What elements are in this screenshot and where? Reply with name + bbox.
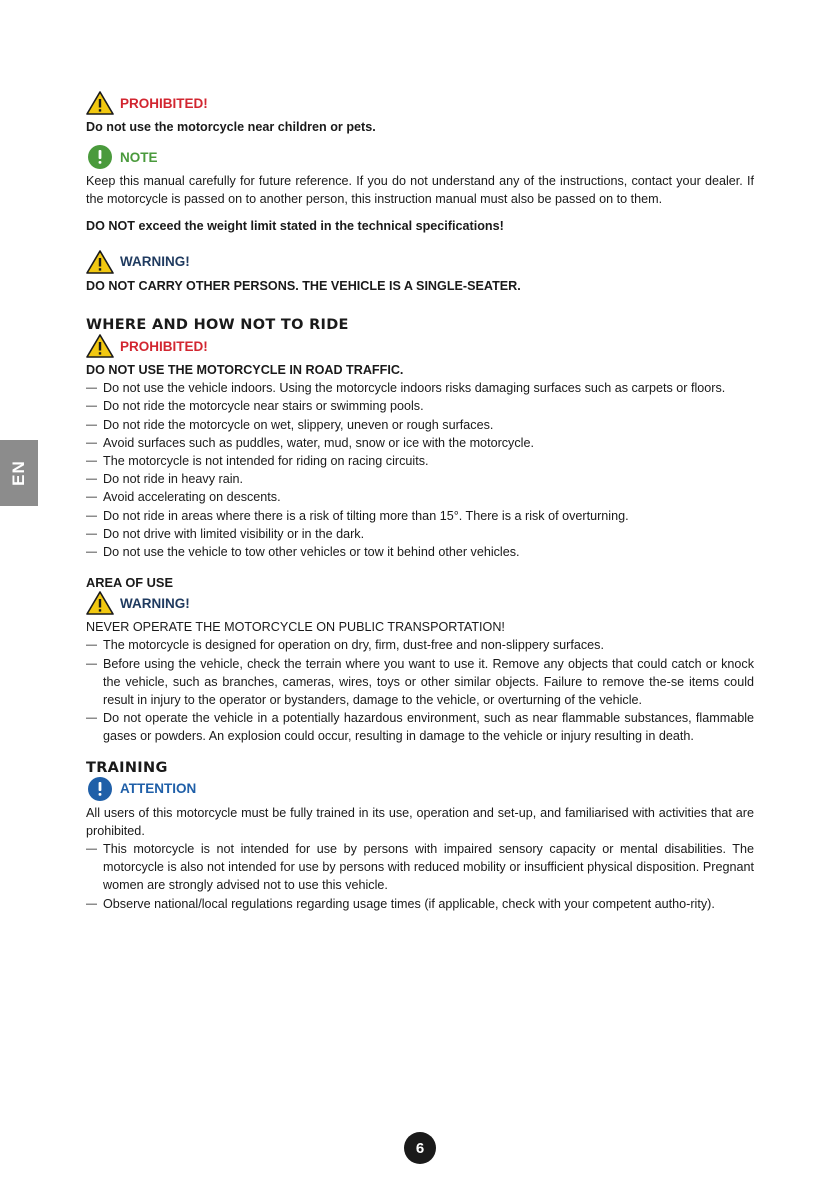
page-content — [86, 90, 754, 913]
list-item: — Do not drive with limited visibility or in the dark. — [86, 525, 754, 543]
list-item: — Do not ride the motorcycle near stairs or swimming pools. — [86, 397, 754, 415]
prohibited-text: Do not use the motorcycle near children or pets. — [86, 120, 376, 134]
list-item: — This motorcycle is not intended for use by persons with impaired sensory capacity or mental disabilities. The motorcycle is also not intended for use by persons with reduced mobility or insufficient physical disposition. Pregnant women are strongly advised not to use this vehicle. — [86, 840, 754, 895]
language-tab — [0, 440, 38, 506]
page-number-label: 6 — [415, 1139, 425, 1157]
language-tab-label: EN — [9, 460, 28, 486]
list-item: — Do not ride the motorcycle on wet, slippery, uneven or rough surfaces. — [86, 416, 754, 434]
public-transport-text: NEVER OPERATE THE MOTORCYCLE ON PUBLIC TRANSPORTATION! — [86, 620, 505, 635]
training-list — [86, 840, 754, 913]
notice-label: WARNING! — [120, 254, 190, 270]
warning-triangle-icon — [86, 250, 114, 274]
section-heading: TRAINING — [86, 759, 168, 776]
list-item: — The motorcycle is not intended for riding on racing circuits. — [86, 452, 754, 470]
section-heading: AREA OF USE — [86, 575, 173, 591]
notice-label: PROHIBITED! — [120, 338, 208, 354]
warning-text: DO NOT CARRY OTHER PERSONS. THE VEHICLE IS A SINGLE-SEATER. — [86, 278, 521, 293]
note-exclamation-icon — [86, 145, 114, 169]
attention-notice — [86, 776, 754, 802]
warning-notice — [86, 249, 754, 275]
notice-label: WARNING! — [120, 595, 190, 611]
warning-notice — [86, 590, 754, 616]
list-item: — Before using the vehicle, check the terrain where you want to use it. Remove any objects that could catch or knock the vehicle, such as branches, cameras, wires, toys or other similar objects. Failure to remove the-se items could result in injury to the operator or bystanders, damage to the vehicle, or overturning of the vehicle. — [86, 655, 754, 710]
prohibited-list — [86, 379, 754, 561]
warning-triangle-icon — [86, 591, 114, 615]
area-of-use-list — [86, 636, 754, 745]
notice-label: NOTE — [120, 149, 158, 165]
list-item: — Observe national/local regulations regarding usage times (if applicable, check with your competent autho-rity). — [86, 895, 754, 913]
note-text: Keep this manual carefully for future reference. If you do not understand any of the instructions, contact your dealer. If the motorcycle is passed on to another person, this instruction manual must also be passed on to them. — [86, 174, 754, 207]
section-heading: WHERE AND HOW NOT TO RIDE — [86, 317, 349, 334]
warning-triangle-icon — [86, 91, 114, 115]
warning-triangle-icon — [86, 334, 114, 358]
attention-exclamation-icon — [86, 777, 114, 801]
road-traffic-text: DO NOT USE THE MOTORCYCLE IN ROAD TRAFFIC. — [86, 363, 404, 378]
weight-limit-text: DO NOT exceed the weight limit stated in the technical specifications! — [86, 218, 504, 233]
list-item: — The motorcycle is designed for operation on dry, firm, dust-free and non-slippery surfaces. — [86, 636, 754, 654]
notice-label: ATTENTION — [120, 781, 197, 797]
list-item: — Avoid accelerating on descents. — [86, 488, 754, 506]
list-item: — Do not use the vehicle indoors. Using the motorcycle indoors risks damaging surfaces such as carpets or floors. — [86, 379, 754, 397]
list-item: — Do not ride in heavy rain. — [86, 470, 754, 488]
list-item: — Avoid surfaces such as puddles, water, mud, snow or ice with the motorcycle. — [86, 434, 754, 452]
page-number — [404, 1132, 436, 1164]
prohibited-notice — [86, 90, 754, 116]
prohibited-notice — [86, 333, 754, 359]
list-item: — Do not operate the vehicle in a potentially hazardous environment, such as near flammable substances, flammable gases or powders. An explosion could occur, resulting in damage to the vehicle or injury resulting in death. — [86, 709, 754, 745]
notice-label: PROHIBITED! — [120, 95, 208, 111]
training-text: All users of this motorcycle must be fully trained in its use, operation and set-up, and familiarised with activities that are prohibited. — [86, 805, 754, 838]
note-notice — [86, 144, 754, 170]
list-item: — Do not use the vehicle to tow other vehicles or tow it behind other vehicles. — [86, 543, 754, 561]
list-item: — Do not ride in areas where there is a risk of tilting more than 15°. There is a risk of overturning. — [86, 507, 754, 525]
